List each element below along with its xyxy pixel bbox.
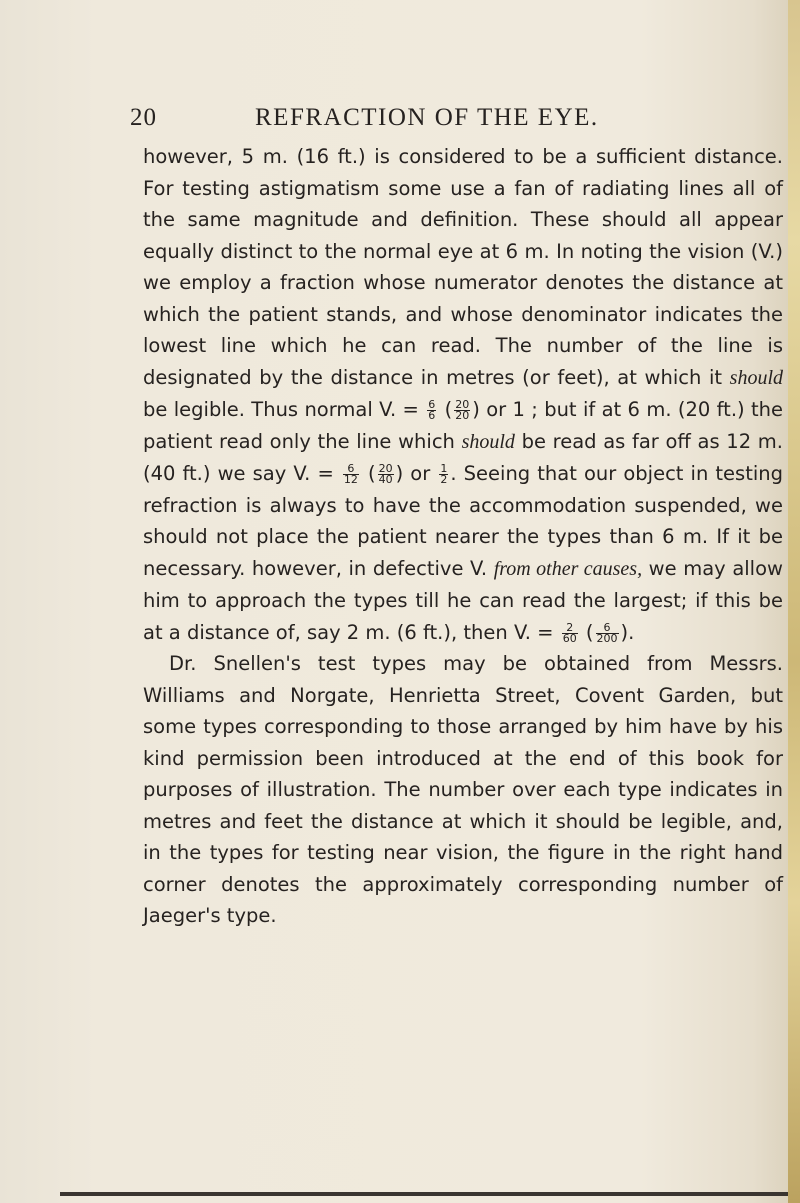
fraction-20-40 bbox=[378, 464, 394, 485]
text-run: ) or bbox=[395, 462, 438, 485]
text-run: be read as far off as 12 m. (40 ft.) we say V. = bbox=[143, 429, 783, 485]
fraction-denominator: 2 bbox=[440, 473, 448, 486]
fraction-denominator: 60 bbox=[562, 631, 577, 645]
fraction-1-2 bbox=[439, 464, 448, 485]
paragraph-1 bbox=[143, 141, 783, 648]
fraction-denominator: 200 bbox=[596, 631, 618, 645]
text-run: we may allow him to approach the types till he can read the largest; if this be at a distance of, say 2 m. (6 ft.), then V. = bbox=[143, 556, 783, 644]
fraction-numerator: 20 bbox=[455, 398, 470, 411]
fraction-6-12 bbox=[343, 464, 359, 485]
emphasis-from-other-causes: from other causes, bbox=[493, 557, 643, 580]
emphasis-should: should bbox=[461, 430, 515, 453]
text-run: ). bbox=[620, 620, 635, 644]
fraction-20-20 bbox=[454, 400, 470, 421]
fraction-numerator: 6 bbox=[343, 464, 359, 475]
text-run: ( bbox=[438, 398, 453, 421]
fraction-numerator: 20 bbox=[378, 462, 393, 475]
fraction-2-60 bbox=[562, 620, 578, 645]
text-run: be legible. Thus normal V. = bbox=[143, 398, 426, 421]
bottom-rule bbox=[60, 1192, 788, 1196]
running-head bbox=[130, 100, 650, 134]
fraction-denominator: 12 bbox=[343, 473, 358, 486]
fraction-numerator: 6 bbox=[596, 623, 619, 634]
text-run: ( bbox=[579, 620, 594, 644]
fraction-denominator: 20 bbox=[455, 409, 470, 422]
fraction-denominator: 6 bbox=[428, 409, 436, 422]
page-edge bbox=[788, 0, 800, 1203]
fraction-numerator: 2 bbox=[562, 623, 578, 634]
paragraph-2: Dr. Snellen's test types may be obtained from Messrs. Williams and Norgate, Henrietta Street, Covent Garden, but some types corresponding to those arranged by him have by his kind permission been introduced at the end of this book for purposes of illustration. The number over each type indicates in metres and feet the distance at which it should be legible, and, in the types for testing near vision, the figure in the right hand corner denotes the approximately corresponding number of Jaeger's type. bbox=[143, 652, 783, 927]
page-number: 20 bbox=[130, 104, 157, 131]
fraction-numerator: 1 bbox=[440, 462, 448, 475]
emphasis-should: should bbox=[729, 366, 783, 389]
text-run: . Seeing that our object in testing refraction is always to have the accommodation suspended, we should not place the patient nearer the types than 6 m. If it be necessary. however, in defective V. bbox=[143, 462, 784, 580]
fraction-6-6 bbox=[427, 400, 436, 421]
text-run: ( bbox=[360, 462, 376, 485]
fraction-numerator: 6 bbox=[428, 398, 436, 411]
page-heading: REFRACTION OF THE EYE. bbox=[255, 104, 599, 131]
fraction-denominator: 40 bbox=[378, 473, 393, 486]
body-text bbox=[143, 141, 783, 932]
text-run: ) or 1 ; but if at 6 m. (20 ft.) the patient read only the line which bbox=[143, 398, 783, 453]
text-run: however, 5 m. (16 ft.) is considered to be a sufficient distance. For testing astigmatism some use a fan of radiating lines all of the same magnitude and definition. These should all appear equally distinct to the normal eye at 6 m. In noting the vision (V.) we employ a fraction whose numerator denotes the distance at which the patient stands, and whose denominator indicates the lowest line which he can read. The number of the line is designated by the distance in metres (or feet), at which it bbox=[143, 145, 783, 389]
fraction-6-200 bbox=[596, 620, 619, 645]
